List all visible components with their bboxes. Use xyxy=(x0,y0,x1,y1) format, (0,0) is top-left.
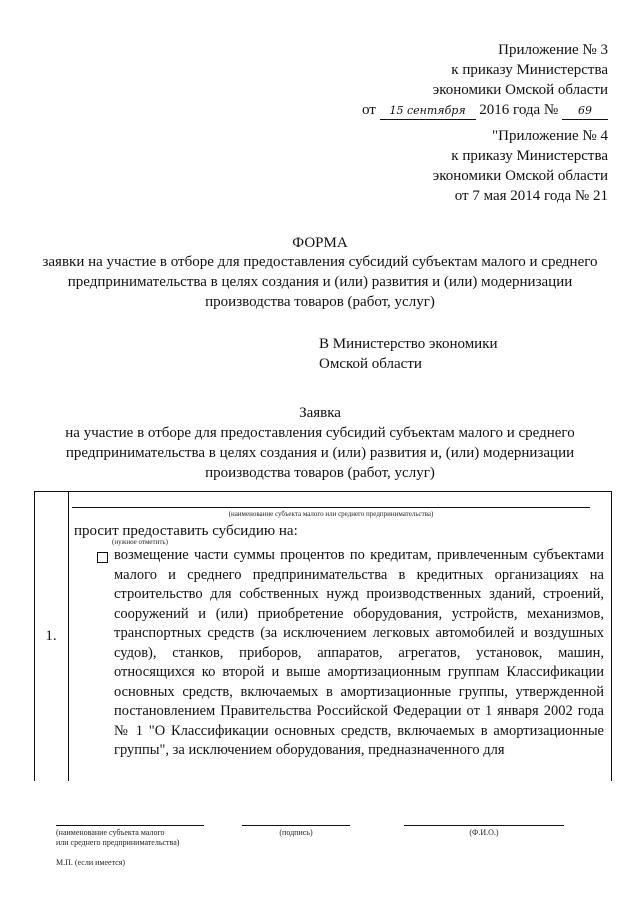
request-title: Заявка xyxy=(299,405,341,421)
signature-caption-name: (Ф.И.О.) xyxy=(469,828,499,837)
signature-caption-sign: (подпись) xyxy=(279,828,313,837)
forma-title: ФОРМА xyxy=(292,235,348,251)
signature-line-name xyxy=(404,825,564,826)
appendix-3-year: 2016 года № xyxy=(479,102,559,118)
signature-caption-line: или среднего предпринимательства) xyxy=(56,838,180,847)
stamp-caption: М.П. (если имеется) xyxy=(56,858,126,867)
forma-description-line: производства товаров (работ, услуг) xyxy=(205,294,435,310)
request-description-line: на участие в отборе для предоставления субсидий субъектам малого и среднего xyxy=(65,425,575,441)
signature-caption-applicant xyxy=(56,828,216,848)
applicant-name-caption: (наименование субъекта малого или среднего предпринимательства) xyxy=(228,510,434,518)
appendix-3-date-prefix: от xyxy=(361,102,376,118)
forma-description-line: предпринимательства в целях создания и (или) развития и (или) модернизации xyxy=(67,274,573,290)
forma-description xyxy=(40,252,600,312)
appendix-4-order: к приказу Министерства xyxy=(451,148,608,164)
applicant-name-line xyxy=(72,507,590,508)
addressee-line: Омской области xyxy=(319,356,422,372)
request-ask-text: просит предоставить субсидию на: xyxy=(74,523,298,539)
signature-line-sign xyxy=(242,825,350,826)
signature-caption-line: (наименование субъекта малого xyxy=(56,828,165,837)
request-description-line: предпринимательства в целях создания и (или) развития и, (или) модернизации xyxy=(65,445,575,461)
subsidy-option-text: возмещение части суммы процентов по кредитам, привлеченным субъектами малого и среднего предпринимательства в кредитных организациях на строительство для собственных нужд производственных зданий, строений, сооружений и (или) приобретение оборудования, устройств, механизмов, транспортных средств (за исключением легковых автомобилей и воздушных судов), станков, приборов, аппаратов, агрегатов, установок, машин, относящихся ко второй и выше амортизационным группам Классификации основных средств, включаемых в амортизационные группы, утвержденной постановлением Правительства Российской Федерации от 1 января 2002 года № 1 "О Классификации основных средств, включаемых в амортизационные группы", за исключением оборудования, предназначенного для xyxy=(114,547,604,758)
row-number: 1. xyxy=(45,628,57,644)
addressee-line: В Министерство экономики xyxy=(319,336,498,352)
appendix-3-date-handwritten: 15 сентября xyxy=(380,103,476,120)
forma-description-line: заявки на участие в отборе для предоставления субсидий субъектам малого и среднего xyxy=(42,254,598,270)
appendix-3-order: к приказу Министерства xyxy=(451,62,608,78)
appendix-4-block xyxy=(288,126,608,206)
signature-line-applicant xyxy=(56,825,204,826)
appendix-3-date-line xyxy=(288,100,608,120)
appendix-3-number-handwritten: 69 xyxy=(562,103,608,120)
appendix-3-title: Приложение № 3 xyxy=(498,42,608,58)
request-description-line: производства товаров (работ, услуг) xyxy=(205,465,435,481)
table-column-divider xyxy=(68,491,69,781)
mark-caption: (нужное отметить) xyxy=(112,538,168,546)
subsidy-option-checkbox[interactable] xyxy=(97,552,108,563)
addressee-block xyxy=(319,334,599,374)
appendix-4-title: "Приложение № 4 xyxy=(492,128,608,144)
appendix-4-date: от 7 мая 2014 года № 21 xyxy=(454,188,608,204)
appendix-3-block xyxy=(288,40,608,120)
appendix-3-ministry: экономики Омской области xyxy=(432,82,608,98)
appendix-4-ministry: экономики Омской области xyxy=(432,168,608,184)
request-description xyxy=(50,423,590,483)
